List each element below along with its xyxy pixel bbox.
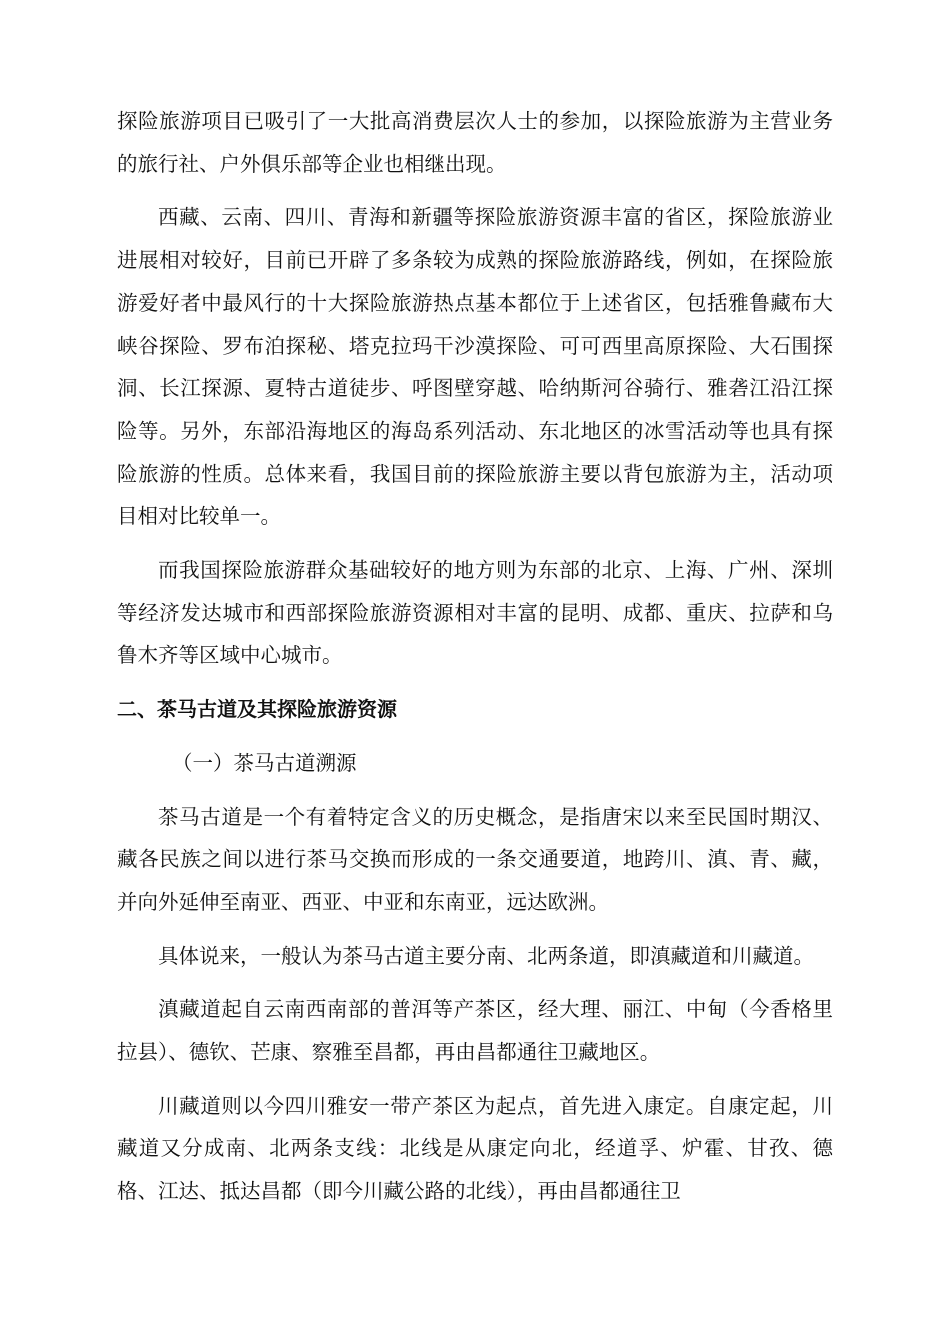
paragraph-4: 茶马古道是一个有着特定含义的历史概念，是指唐宋以来至民国时期汉、藏各民族之间以进行茶马交换而形成的一条交通要道，地跨川、滇、青、藏，并向外延伸至南亚、西亚、中亚和东南亚，远达欧洲。 (117, 804, 833, 914)
paragraph-3: 而我国探险旅游群众基础较好的地方则为东部的北京、上海、广州、深圳等经济发达城市和西部探险旅游资源相对丰富的昆明、成都、重庆、拉萨和乌鲁木齐等区域中心城市。 (117, 558, 833, 668)
paragraph-5: 具体说来，一般认为茶马古道主要分南、北两条道，即滇藏道和川藏道。 (158, 943, 814, 968)
section-heading: 二、茶马古道及其探险旅游资源 (117, 697, 397, 722)
subsection-heading: （一）茶马古道溯源 (172, 750, 357, 775)
paragraph-7: 川藏道则以今四川雅安一带产茶区为起点，首先进入康定。自康定起，川藏道又分成南、北两条支线：北线是从康定向北，经道孚、炉霍、甘孜、德格、江达、抵达昌都（即今川藏公路的北线），再由昌都通往卫 (117, 1093, 833, 1204)
paragraph-6: 滇藏道起自云南西南部的普洱等产茶区，经大理、丽江、中甸（今香格里拉县）、德钦、芒康、察雅至昌都，再由昌都通往卫藏地区。 (117, 997, 833, 1065)
document-page (117, 100, 833, 1213)
paragraph-2: 西藏、云南、四川、青海和新疆等探险旅游资源丰富的省区，探险旅游业进展相对较好，目前已开辟了多条较为成熟的探险旅游路线，例如，在探险旅游爱好者中最风行的十大探险旅游热点基本都位于上述省区，包括雅鲁藏布大峡谷探险、罗布泊探秘、塔克拉玛干沙漠探险、可可西里高原探险、大石围探洞、长江探源、夏特古道徒步、呼图壁穿越、哈纳斯河谷骑行、雅砻江沿江探险等。另外，东部沿海地区的海岛系列活动、东北地区的冰雪活动等也具有探险旅游的性质。总体来看，我国目前的探险旅游主要以背包旅游为主，活动项目相对比较单一。 (117, 205, 833, 529)
paragraph-1: 探险旅游项目已吸引了一大批高消费层次人士的参加，以探险旅游为主营业务的旅行社、户外俱乐部等企业也相继出现。 (117, 109, 833, 176)
